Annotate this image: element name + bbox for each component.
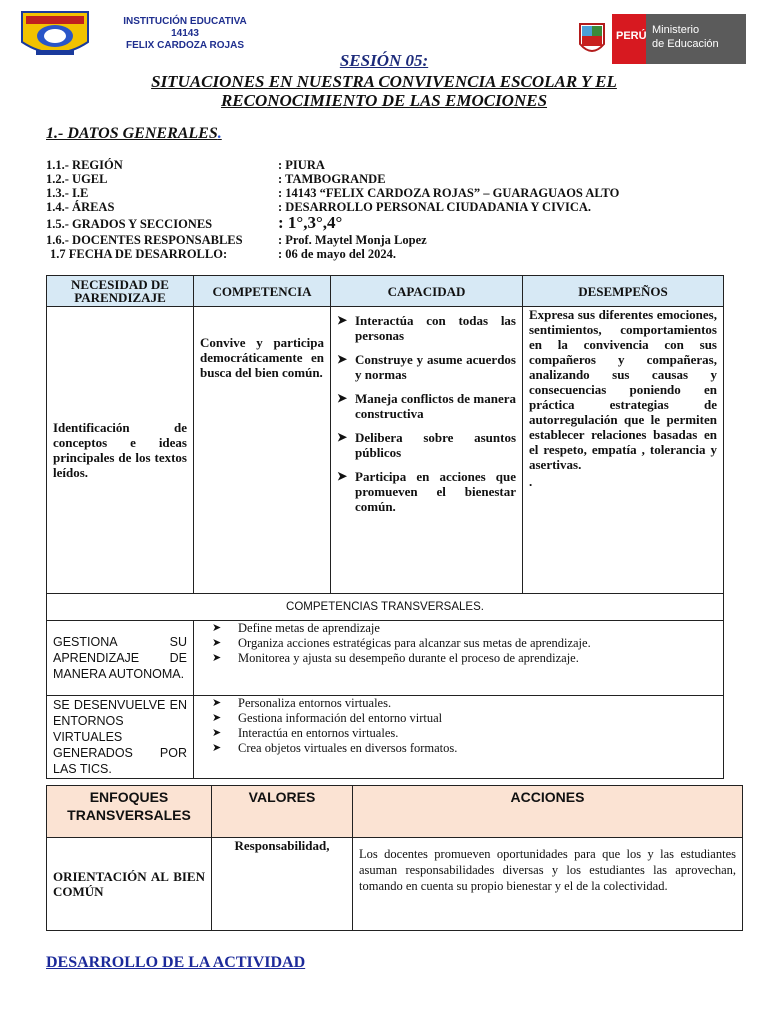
list-item — [200, 621, 717, 636]
data-row-value: : PIURA — [278, 158, 325, 172]
list-item — [200, 651, 717, 666]
list-item — [337, 430, 516, 460]
approach-name: ORIENTACIÓN AL BIEN COMÚN — [47, 838, 212, 931]
list-item — [337, 469, 516, 514]
general-data-heading-text: 1.- DATOS GENERALES — [46, 125, 218, 142]
data-row-key: 1.3.- I.E — [46, 186, 89, 200]
arrow-bullet-icon: ➤ — [337, 352, 348, 366]
general-data-heading-dot: . — [217, 125, 222, 142]
capacity-list — [331, 307, 523, 594]
data-row-value: : 14143 “FELIX CARDOZA ROJAS” – GUARAGUAOS ALTO — [278, 186, 620, 200]
arrow-bullet-icon: ➤ — [212, 637, 222, 649]
approach-table-header — [47, 786, 743, 838]
general-data-heading — [46, 125, 222, 143]
arrow-bullet-icon: ➤ — [212, 697, 222, 709]
col-header-performance: DESEMPEÑOS — [523, 276, 724, 307]
data-row-school — [46, 186, 619, 200]
col-header-capacity: CAPACIDAD — [331, 276, 523, 307]
data-row-teachers — [46, 233, 427, 247]
list-item — [337, 391, 516, 421]
list-item — [337, 352, 516, 382]
transversal-item: Gestiona información del entorno virtual — [238, 711, 443, 725]
capacity-item: Participa en acciones que promueven el bienestar común. — [355, 469, 516, 514]
ministry-line-1: Ministerio — [652, 24, 700, 36]
transversal-item: Crea objetos virtuales en diversos formatos. — [238, 741, 458, 755]
transversal-item: Define metas de aprendizaje — [238, 621, 380, 635]
arrow-bullet-icon: ➤ — [337, 430, 348, 444]
transversal-item: Personaliza entornos virtuales. — [238, 696, 392, 710]
col-header-values: VALORES — [212, 786, 353, 838]
institution-line-1: INSTITUCIÓN EDUCATIVA — [123, 16, 247, 27]
data-row-ugel — [46, 172, 386, 186]
list-item — [200, 741, 717, 756]
arrow-bullet-icon: ➤ — [212, 742, 222, 754]
capacity-item: Delibera sobre asuntos públicos — [355, 430, 516, 460]
data-row-key: 1.2.- UGEL — [46, 172, 108, 186]
transversal-item: Interactúa en entornos virtuales. — [238, 726, 399, 740]
capacity-item: Construye y asume acuerdos y normas — [355, 352, 516, 382]
transversal-label: GESTIONA SU APRENDIZAJE DE MANERA AUTONOMA. — [47, 621, 194, 696]
ministry-country: PERÚ — [616, 30, 647, 42]
approach-value: Responsabilidad, — [212, 838, 353, 931]
arrow-bullet-icon: ➤ — [337, 469, 348, 483]
arrow-bullet-icon: ➤ — [337, 313, 348, 327]
list-item — [200, 636, 717, 651]
data-row-key: 1.6.- DOCENTES RESPONSABLES — [46, 233, 243, 247]
transversal-label: SE DESENVUELVE EN ENTORNOS VIRTUALES GENERADOS POR LAS TICS. — [47, 696, 194, 779]
arrow-bullet-icon: ➤ — [212, 727, 222, 739]
table-row — [47, 838, 743, 931]
institution-line-3: FELIX CARDOZA ROJAS — [126, 40, 244, 51]
col-header-need: NECESIDAD DE PARENDIZAJE — [47, 276, 194, 307]
performance-cell — [523, 307, 724, 594]
transversal-items — [194, 696, 724, 779]
list-item — [337, 313, 516, 343]
col-header-competency: COMPETENCIA — [194, 276, 331, 307]
data-row-grades — [46, 213, 343, 232]
col-header-approach: ENFOQUES TRANSVERSALES — [47, 786, 212, 838]
data-row-key: 1.5.- GRADOS Y SECCIONES — [46, 217, 213, 231]
approach-action: Los docentes promueven oportunidades para que los y las estudiantes asuman responsabilidades diversas y los estudiantes las aprovechan, tomando en cuenta su propio bienestar y el de la colectividad. — [353, 838, 743, 931]
data-row-key: 1.1.- REGIÓN — [46, 158, 123, 172]
transversal-heading-row — [47, 594, 724, 621]
activity-heading: DESARROLLO DE LA ACTIVIDAD — [46, 954, 306, 971]
institution-line-2: 14143 — [171, 28, 199, 39]
performance-tail: . — [529, 474, 533, 489]
session-label: SESIÓN 05: — [339, 51, 429, 70]
approach-table — [46, 785, 743, 931]
list-item — [200, 711, 717, 726]
data-row-value: : DESARROLLO PERSONAL CIUDADANIA Y CIVICA. — [278, 200, 592, 214]
data-row-value: : 1°,3°,4° — [278, 213, 343, 232]
data-row-key: 1.7 FECHA DE DESARROLLO: — [50, 247, 228, 261]
competency-text: Convive y participa democráticamente en busca del bien común. — [194, 307, 331, 594]
data-row-value: : TAMBOGRANDE — [278, 172, 386, 186]
data-row-value: : 06 de mayo del 2024. — [278, 247, 397, 261]
transversal-items — [194, 621, 724, 696]
arrow-bullet-icon: ➤ — [337, 391, 348, 405]
arrow-bullet-icon: ➤ — [212, 652, 222, 664]
session-title — [60, 72, 708, 110]
session-title-line-2: RECONOCIMIENTO DE LAS EMOCIONES — [220, 91, 548, 110]
data-row-value: : Prof. Maytel Monja Lopez — [278, 233, 427, 247]
session-title-line-1: SITUACIONES EN NUESTRA CONVIVENCIA ESCOLAR Y EL — [151, 72, 617, 91]
data-row-region — [46, 158, 325, 172]
data-row-date — [50, 247, 396, 261]
capacity-item: Maneja conflictos de manera constructiva — [355, 391, 516, 421]
ministry-line-2: de Educación — [652, 38, 719, 50]
table-row — [47, 307, 724, 594]
col-header-actions: ACCIONES — [353, 786, 743, 838]
arrow-bullet-icon: ➤ — [212, 712, 222, 724]
capacity-item: Interactúa con todas las personas — [355, 313, 516, 343]
competency-table-header — [47, 276, 724, 307]
performance-text: Expresa sus diferentes emociones, sentimientos, comportamientos en la convivencia con sus compañeros y compañeras, analizando sus causas y consecuencias poniendo en práctica estrategias de autorregulación que le permiten establecer relaciones basadas en el respeto, empatía , tolerancia y asertivas. — [529, 307, 717, 472]
table-row — [47, 621, 724, 696]
data-row-key: 1.4.- ÁREAS — [46, 200, 115, 214]
competency-table — [46, 275, 724, 779]
learning-need: Identificación de conceptos e ideas principales de los textos leídos. — [47, 307, 194, 594]
list-item — [200, 726, 717, 741]
list-item — [200, 696, 717, 711]
transversal-item: Monitorea y ajusta su desempeño durante el proceso de aprendizaje. — [238, 651, 579, 665]
table-row — [47, 696, 724, 779]
arrow-bullet-icon: ➤ — [212, 622, 222, 634]
transversal-heading: COMPETENCIAS TRANSVERSALES. — [47, 594, 724, 621]
data-row-areas — [46, 200, 591, 214]
institution-name — [105, 16, 265, 52]
transversal-item: Organiza acciones estratégicas para alcanzar sus metas de aprendizaje. — [238, 636, 591, 650]
